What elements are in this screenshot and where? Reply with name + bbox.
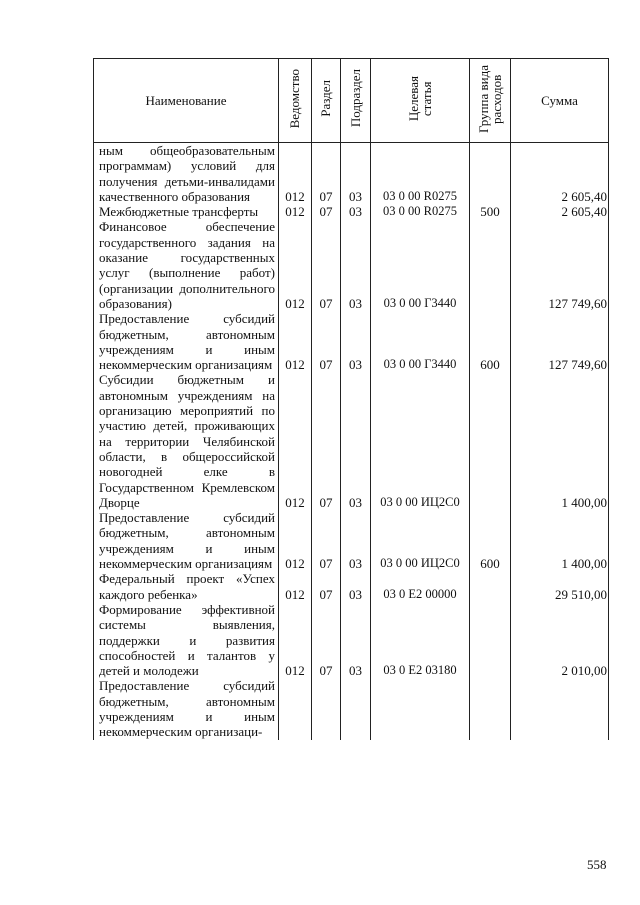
row-celevaya-statya: 03 0 00 R0275 [371,204,470,219]
row-name: ным общеобразовательным программам) условий для получения детьми-инвалидами качественного образования [94,143,279,205]
header-razdel: Раздел [312,59,341,143]
row-name: Межбюджетные трансферты [94,204,279,219]
header-vedomstvo: Ведомство [279,59,312,143]
row-celevaya-statya: 03 0 00 ИЦ2С0 [371,510,470,571]
row-gruppa [470,678,511,739]
table-row [94,143,609,205]
row-summa: 127 749,60 [511,311,609,372]
row-summa: 2 605,40 [511,143,609,205]
budget-table [93,58,609,740]
row-gruppa [470,143,511,205]
header-celevaya-statya: Целевая статья [371,59,470,143]
row-podrazdel: 03 [341,311,371,372]
table-row [94,372,609,510]
row-name: Предоставление субсидий бюджетным, автономным учреждениям и иным некоммерческим организациям [94,311,279,372]
row-gruppa [470,219,511,311]
row-summa: 29 510,00 [511,571,609,602]
row-vedomstvo: 012 [279,143,312,205]
row-summa [511,678,609,739]
row-razdel: 07 [312,372,341,510]
row-celevaya-statya: 03 0 00 ИЦ2С0 [371,372,470,510]
table-row [94,311,609,372]
row-podrazdel: 03 [341,571,371,602]
row-name: Финансовое обеспечение государственного задания на оказание государственных услуг (выполнение работ) (организации дополнительного образования) [94,219,279,311]
row-vedomstvo: 012 [279,219,312,311]
table-row [94,571,609,602]
row-vedomstvo: 012 [279,372,312,510]
row-celevaya-statya: 03 0 00 Г3440 [371,219,470,311]
row-podrazdel: 03 [341,143,371,205]
row-vedomstvo: 012 [279,204,312,219]
row-gruppa [470,571,511,602]
row-gruppa: 600 [470,311,511,372]
row-gruppa: 500 [470,204,511,219]
row-razdel: 07 [312,571,341,602]
row-razdel: 07 [312,602,341,678]
row-celevaya-statya: 03 0 E2 03180 [371,602,470,678]
row-summa: 127 749,60 [511,219,609,311]
page-number: 558 [587,857,607,872]
row-razdel: 07 [312,311,341,372]
row-celevaya-statya: 03 0 E2 00000 [371,571,470,602]
row-gruppa [470,602,511,678]
row-podrazdel: 03 [341,372,371,510]
table-row [94,510,609,571]
row-name: Субсидии бюджетным и автономным учреждениям на организацию мероприятий по участию детей, проживающих на территории Челябинской области, в общероссийской новогодней елке в Государственном Кремлевском Дворце [94,372,279,510]
row-podrazdel: 03 [341,219,371,311]
table-body [94,143,609,740]
table-row [94,678,609,739]
row-summa: 1 400,00 [511,372,609,510]
row-name: Федеральный проект «Успех каждого ребенка» [94,571,279,602]
row-razdel: 07 [312,143,341,205]
row-razdel: 07 [312,204,341,219]
row-vedomstvo: 012 [279,510,312,571]
row-vedomstvo: 012 [279,602,312,678]
row-gruppa: 600 [470,510,511,571]
row-gruppa [470,372,511,510]
row-podrazdel: 03 [341,510,371,571]
row-razdel: 07 [312,219,341,311]
table-row [94,602,609,678]
header-summa: Сумма [511,59,609,143]
row-podrazdel: 03 [341,204,371,219]
row-vedomstvo [279,678,312,739]
row-name: Предоставление субсидий бюджетным, автономным учреждениям и иным некоммерческим организаци- [94,678,279,739]
header-podrazdel: Подраздел [341,59,371,143]
row-razdel [312,678,341,739]
header-name: Наименование [94,59,279,143]
row-podrazdel: 03 [341,602,371,678]
row-summa: 2 605,40 [511,204,609,219]
row-vedomstvo: 012 [279,311,312,372]
row-name: Формирование эффективной системы выявления, поддержки и развития способностей и талантов у детей и молодежи [94,602,279,678]
row-celevaya-statya: 03 0 00 R0275 [371,143,470,205]
row-summa: 2 010,00 [511,602,609,678]
table-row [94,204,609,219]
row-celevaya-statya [371,678,470,739]
table-row [94,219,609,311]
header-gruppa-vida-rashodov: Группа вида расходов [470,59,511,143]
row-celevaya-statya: 03 0 00 Г3440 [371,311,470,372]
row-summa: 1 400,00 [511,510,609,571]
row-podrazdel [341,678,371,739]
row-vedomstvo: 012 [279,571,312,602]
table-header-row [94,59,609,143]
row-name: Предоставление субсидий бюджетным, автономным учреждениям и иным некоммерческим организациям [94,510,279,571]
row-razdel: 07 [312,510,341,571]
